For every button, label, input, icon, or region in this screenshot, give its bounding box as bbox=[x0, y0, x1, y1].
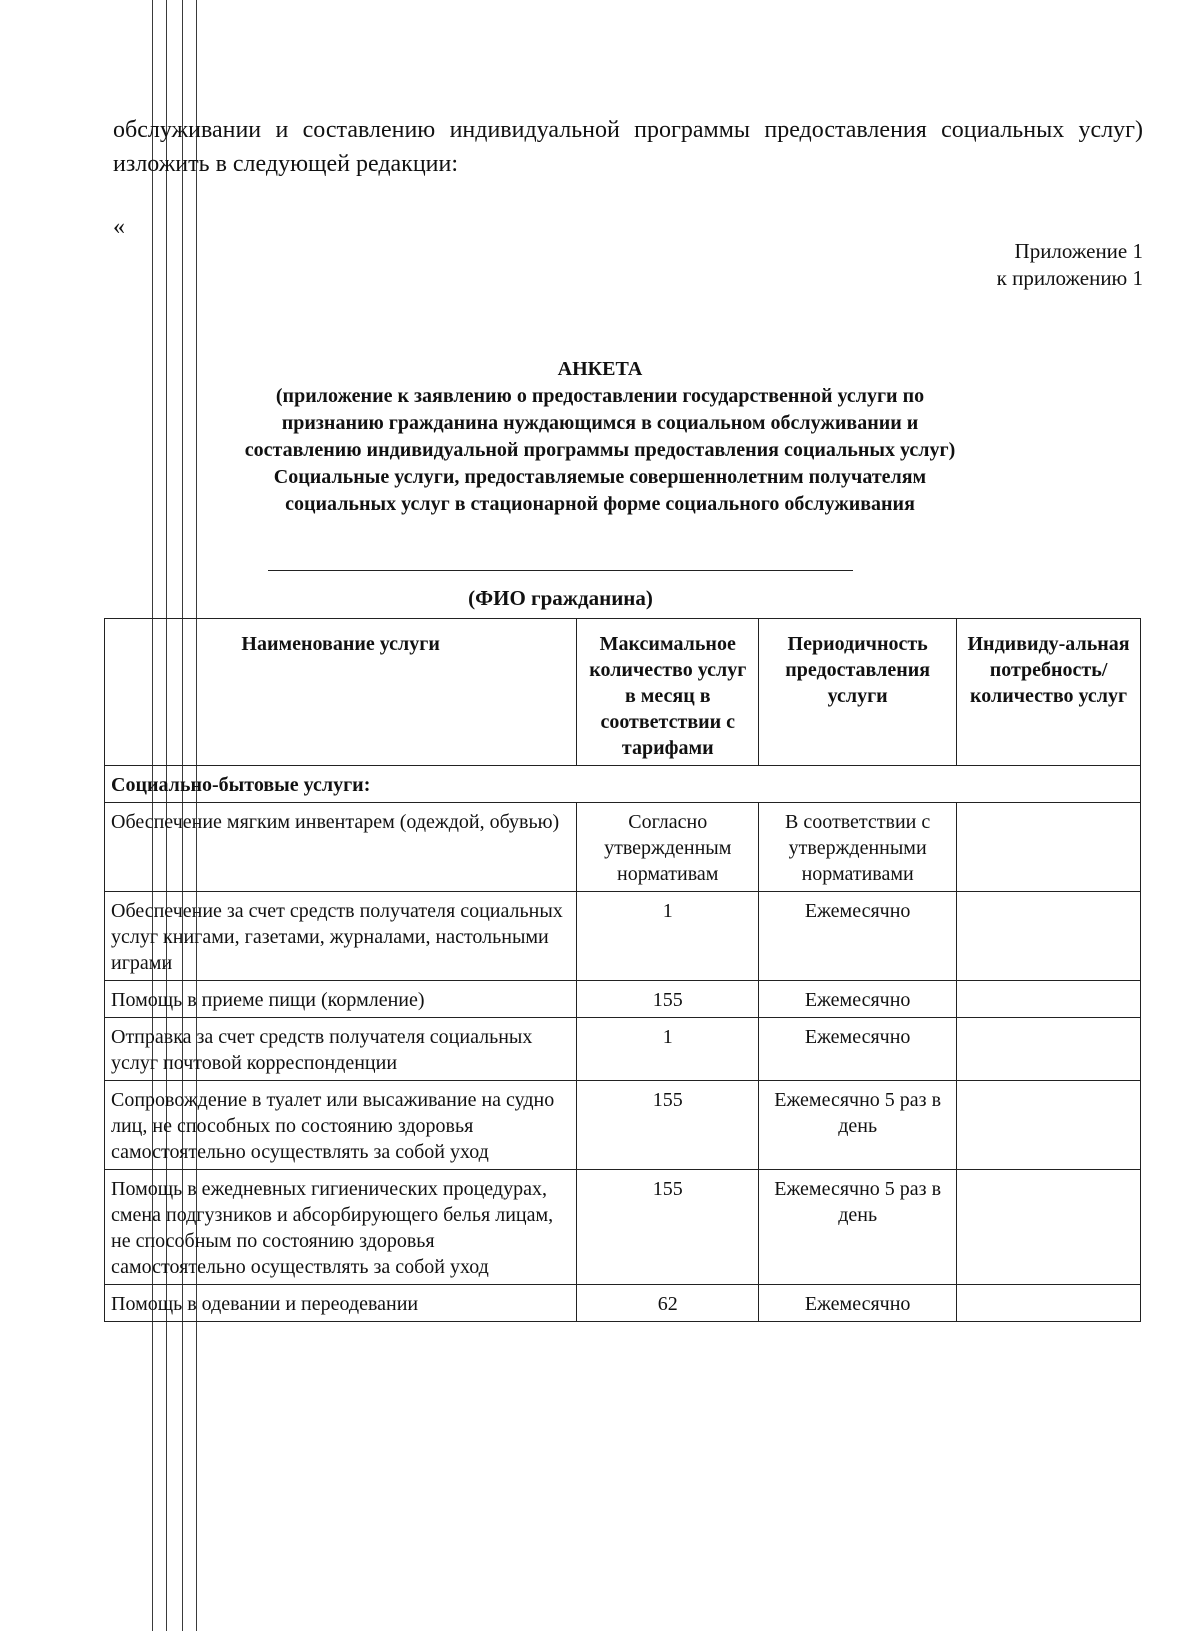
section-row bbox=[105, 766, 1141, 803]
table-row bbox=[105, 1018, 1141, 1081]
service-periodicity: Ежемесячно 5 раз в день bbox=[759, 1081, 957, 1170]
service-max-count: 1 bbox=[577, 892, 759, 981]
service-need-cell[interactable] bbox=[957, 1285, 1141, 1322]
service-need-cell[interactable] bbox=[957, 803, 1141, 892]
service-max-count: Согласно утвержденным нормативам bbox=[577, 803, 759, 892]
service-need-cell[interactable] bbox=[957, 1170, 1141, 1285]
service-name: Сопровождение в туалет или высаживание на судно лиц, не способных по состоянию здоровья самостоятельно осуществлять за собой уход bbox=[105, 1081, 577, 1170]
appendix-line-1: Приложение 1 bbox=[1014, 239, 1143, 263]
table-row bbox=[105, 803, 1141, 892]
table-row bbox=[105, 892, 1141, 981]
heading-title: АНКЕТА bbox=[557, 358, 643, 380]
header-max-count: Максимальное количество услуг в месяц в соответствии с тарифами bbox=[577, 619, 759, 766]
service-need-cell[interactable] bbox=[957, 892, 1141, 981]
table-row bbox=[105, 981, 1141, 1018]
service-name: Обеспечение мягким инвентарем (одеждой, обувью) bbox=[105, 803, 577, 892]
service-max-count: 155 bbox=[577, 981, 759, 1018]
service-need-cell[interactable] bbox=[957, 981, 1141, 1018]
service-max-count: 155 bbox=[577, 1170, 759, 1285]
service-periodicity: В соответствии с утвержденными нормативами bbox=[759, 803, 957, 892]
service-periodicity: Ежемесячно bbox=[759, 892, 957, 981]
header-service-name: Наименование услуги bbox=[105, 619, 577, 766]
service-need-cell[interactable] bbox=[957, 1018, 1141, 1081]
service-periodicity: Ежемесячно bbox=[759, 1018, 957, 1081]
header-individual-need: Индивиду-альная потребность/ количество услуг bbox=[957, 619, 1141, 766]
service-max-count: 1 bbox=[577, 1018, 759, 1081]
appendix-line-2: к приложению 1 bbox=[996, 266, 1143, 290]
table-row bbox=[105, 1081, 1141, 1170]
section-title: Социально-бытовые услуги: bbox=[105, 766, 1141, 803]
service-max-count: 155 bbox=[577, 1081, 759, 1170]
service-name: Помощь в одевании и переодевании bbox=[105, 1285, 577, 1322]
opening-quote: « bbox=[113, 214, 125, 240]
service-max-count: 62 bbox=[577, 1285, 759, 1322]
heading-line: (приложение к заявлению о предоставлении государственной услуги по bbox=[275, 385, 925, 407]
header-periodicity: Периодичность предоставления услуги bbox=[759, 619, 957, 766]
table-header-row bbox=[105, 619, 1141, 766]
table-row bbox=[105, 1285, 1141, 1322]
citizen-name-caption: (ФИО гражданина) bbox=[468, 586, 653, 610]
heading-line: признанию гражданина нуждающимся в социальном обслуживании и bbox=[281, 412, 919, 434]
service-name: Обеспечение за счет средств получателя социальных услуг книгами, газетами, журналами, настольными играми bbox=[105, 892, 577, 981]
appendix-reference bbox=[997, 238, 1143, 292]
table-row bbox=[105, 1170, 1141, 1285]
service-name: Помощь в приеме пищи (кормление) bbox=[105, 981, 577, 1018]
document-heading bbox=[100, 356, 1100, 518]
citizen-name-field[interactable] bbox=[268, 570, 853, 571]
service-name: Помощь в ежедневных гигиенических процедурах, смена подгузников и абсорбирующего белья лицам, не способным по состоянию здоровья самостоятельно осуществлять за собой уход bbox=[105, 1170, 577, 1285]
service-periodicity: Ежемесячно 5 раз в день bbox=[759, 1170, 957, 1285]
services-table bbox=[104, 618, 1141, 1322]
heading-line: социальных услуг в стационарной форме социального обслуживания bbox=[285, 493, 915, 515]
service-need-cell[interactable] bbox=[957, 1081, 1141, 1170]
service-periodicity: Ежемесячно bbox=[759, 1285, 957, 1322]
service-name: Отправка за счет средств получателя социальных услуг почтовой корреспонденции bbox=[105, 1018, 577, 1081]
heading-line: Социальные услуги, предоставляемые совершеннолетним получателям bbox=[273, 466, 927, 488]
service-periodicity: Ежемесячно bbox=[759, 981, 957, 1018]
heading-line: составлению индивидуальной программы предоставления социальных услуг) bbox=[244, 439, 956, 461]
intro-paragraph: обслуживании и составлению индивидуальной программы предоставления социальных услуг) изложить в следующей редакции: bbox=[113, 117, 1143, 177]
